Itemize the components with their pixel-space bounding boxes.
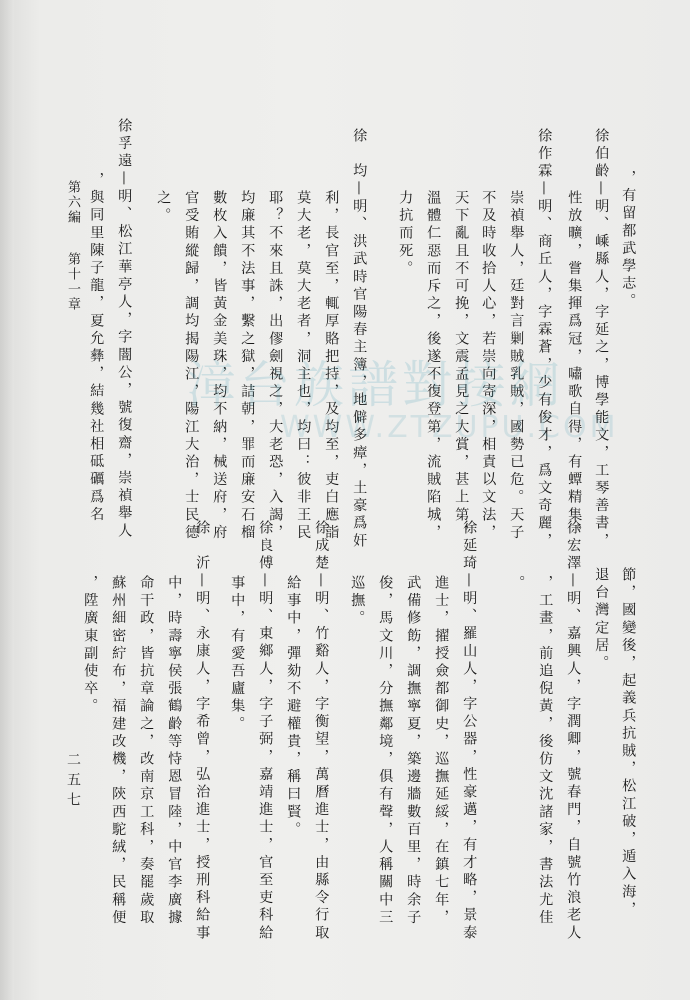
text-column: 俊，馬文川，分撫鄰境，俱有聲，人稱關中三 [377,575,394,927]
text-column: ，與同里陳子龍，夏允彝，結幾社相砥礪爲名 [88,172,105,524]
entry-heading-column: 徐 均—明、洪武時官陽春主簿，地僻多瘴，土豪爲奸 [351,128,368,551]
entry-heading-column: 徐伯齡—明、嵊縣人，字延之，博學能文，工琴善書， [593,128,610,551]
entry-heading-column: 徐孚遠—明、松江華亭人，字闇公，號復齋，崇禎舉人 [116,118,133,541]
text-column: 蘇州細密紵布，福建改機，陝西駝絨，民稱便 [110,575,127,927]
entry-heading-column: 徐良傅—明、東鄉人，字子弼，嘉靖進士，官至吏科給 [257,520,274,943]
text-column: 莫大老，莫大老者，洞主也，均曰：彼非王民 [295,190,312,542]
page-number: 二五七 [65,752,81,812]
text-column: 數枚入饋，皆黃金美珠，均不納，械送府，府 [211,190,228,542]
text-column: 耶？不來且誅，出僇劍視之，大老恐，入謁， [267,190,284,542]
section-label: 第六編 [65,180,80,225]
text-column: 節，國變後，起義兵抗賊，松江破，遁入海， [620,567,637,919]
text-column: ，有留都武學志。 [620,170,637,311]
text-column: 均廉其不法事，繫之獄，詰朝，罪而廉安石榴 [239,190,256,542]
text-column: 之。 [155,190,172,226]
text-column: 命干政，皆抗章論之，改南京工科，奏罷歲取 [138,575,155,927]
text-column: 退台灣定居。 [593,567,610,673]
text-column: 武備修飭，調撫寧夏，築邊牆數百里，時余子 [405,575,422,927]
text-column: 給事中，彈劾不避權貴，稱曰賢。 [285,575,302,839]
entry-heading-column: 徐 沂—明、永康人，字希曾，弘治進士，授刑科給事 [194,520,211,943]
chapter-label: 第十一章 [65,252,80,312]
entry-heading-column: 徐延琦—明、羅山人，字公器，性豪邁，有才略，景泰 [461,520,478,943]
watermark-url: WWW.ZTZUPU.COM [280,410,619,445]
text-column: 崇禎舉人，廷對言剿賊乳賊，國勢已危。天子 [508,190,525,542]
text-column: 。 [509,575,526,593]
text-column: 不及時收拾人心，若崇向寄深，相責以文法， [480,190,497,542]
text-column: 力抗而死。 [397,190,414,278]
text-column: 性放曠，嘗集揮爲冠，嘯歌自得，有蟫精集。 [566,190,583,542]
text-column: 事中，有愛吾廬集。 [229,575,246,734]
entry-heading-column: 徐成楚—明、竹谿人，字衡望，萬曆進士，由縣令行取 [313,520,330,943]
text-column: 中，時壽寧侯張鶴齡等恃恩冒陸，中官李廣據 [166,575,183,927]
entry-heading-column: 徐宏澤—明、嘉興人，字潤卿，號春門，自號竹浪老人 [565,520,582,943]
watermark-text: 漳台族譜對接網 [186,356,564,414]
text-column: 溫體仁惡而斥之，後遂不復登第，流賊陷城， [425,190,442,542]
text-column: ，工畫，前追倪黃，後仿文沈諸家，書法尤佳 [537,575,554,927]
entry-heading-column: 徐作霖—明、商丘人，字霖蒼，少有俊才，爲文奇麗， [536,128,553,551]
book-spine [0,0,14,1000]
text-column: 巡撫。 [349,575,366,628]
text-column: 利，長官至，輒厚賂把持，及均至，吏白應詣 [323,190,340,542]
text-column: 進士，擢授僉都御史，巡撫延綏，在鎮七年， [433,575,450,927]
text-column: 天下亂且不可挽，文震孟見之大賞，甚上第， [453,190,470,542]
text-column: ，陞廣東副使卒。 [82,575,99,716]
text-column: 官受賄縱歸，調均揭陽江，陽江大治，士民德 [183,190,200,542]
